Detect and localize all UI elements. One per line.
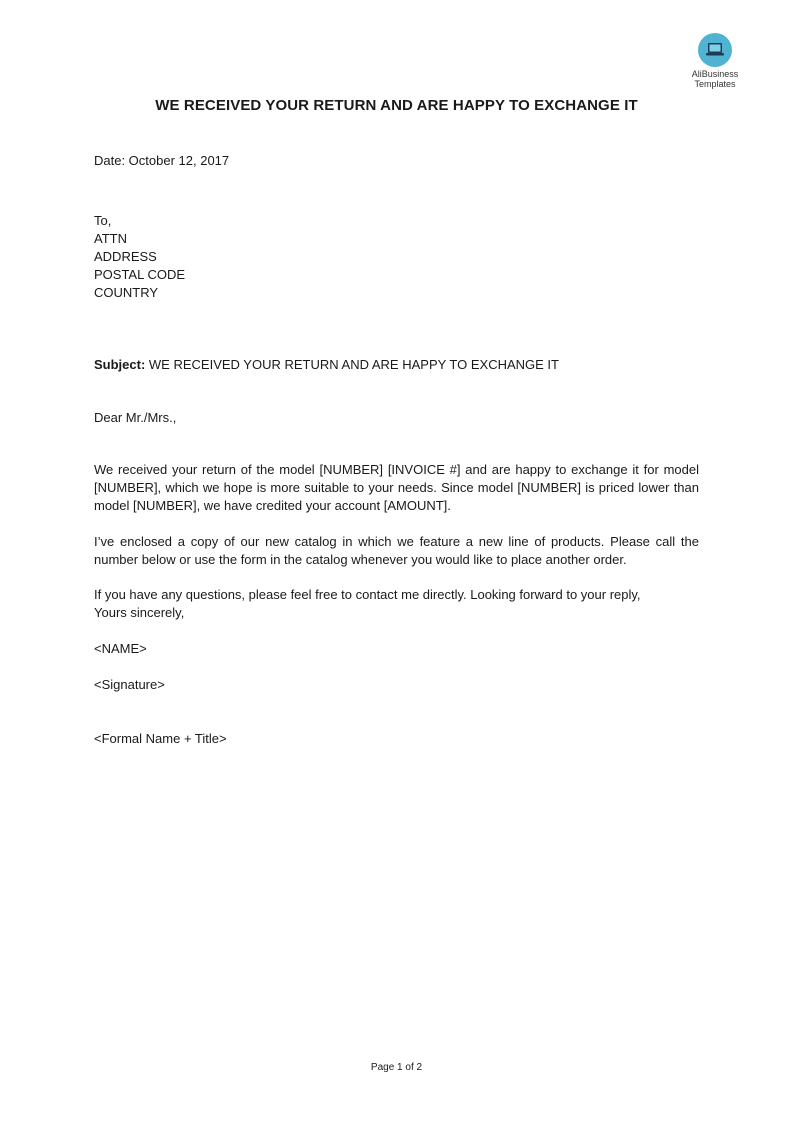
closing: Yours sincerely, <box>94 605 185 620</box>
date-line: Date: October 12, 2017 <box>94 153 230 168</box>
document-title: WE RECEIVED YOUR RETURN AND ARE HAPPY TO EXCHANGE IT <box>155 97 638 114</box>
subject-label: Subject: <box>94 357 146 372</box>
logo <box>686 33 744 89</box>
signature-formal-name: <Formal Name + Title> <box>94 731 227 746</box>
page-number: Page 1 of 2 <box>370 1062 423 1073</box>
laptop-icon <box>698 33 732 67</box>
recipient-postal-code: POSTAL CODE <box>94 267 186 282</box>
body-paragraph-2: I’ve enclosed a copy of our new catalog in which we feature a new line of products. Please call the number below or use the form in the catalog whenever you would like to place another order. <box>94 534 699 567</box>
recipient-country: COUNTRY <box>94 285 159 300</box>
recipient-address: ADDRESS <box>94 249 157 264</box>
body-paragraph-3: If you have any questions, please feel free to contact me directly. Looking forward to your reply, <box>94 587 641 602</box>
recipient-to: To, <box>94 213 112 228</box>
logo-text <box>686 69 744 89</box>
signature-name: <NAME> <box>94 641 147 656</box>
signature-placeholder: <Signature> <box>94 677 165 692</box>
logo-line-2: Templates <box>694 79 736 89</box>
salutation: Dear Mr./Mrs., <box>94 410 177 425</box>
logo-line-1: AliBusiness <box>691 69 739 79</box>
subject-line <box>94 357 559 372</box>
recipient-attn: ATTN <box>94 231 127 246</box>
subject-text: WE RECEIVED YOUR RETURN AND ARE HAPPY TO EXCHANGE IT <box>145 357 559 372</box>
body-paragraph-1: We received your return of the model [NUMBER] [INVOICE #] and are happy to exchange it for model [NUMBER], which we hope is more suitable to your needs. Since model [NUMBER] is priced lower than model [NUMBER], we have credited your account [AMOUNT]. <box>94 462 699 513</box>
